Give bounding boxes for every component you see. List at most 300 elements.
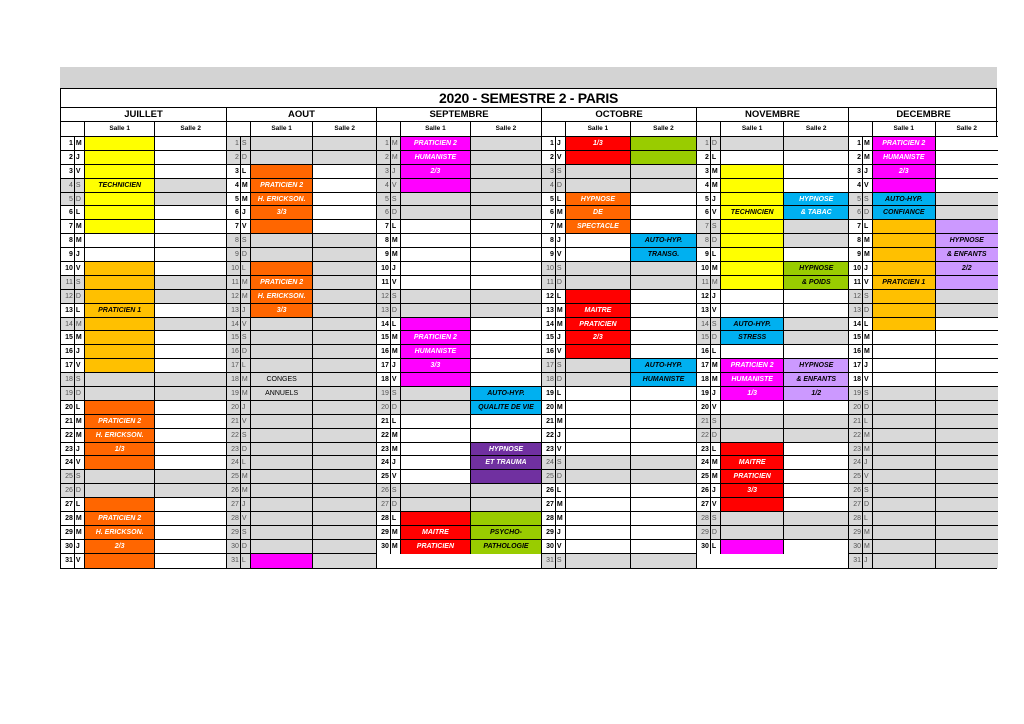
salle1-cell[interactable]: 3/3 bbox=[721, 484, 785, 497]
salle2-cell[interactable] bbox=[784, 179, 848, 192]
salle1-cell[interactable] bbox=[251, 318, 314, 331]
salle2-cell[interactable] bbox=[471, 359, 541, 372]
salle2-cell[interactable] bbox=[936, 526, 999, 539]
salle1-cell[interactable] bbox=[85, 234, 156, 247]
salle2-cell[interactable] bbox=[313, 484, 376, 497]
salle1-cell[interactable] bbox=[566, 290, 631, 303]
salle2-cell[interactable] bbox=[155, 359, 226, 372]
salle1-cell[interactable] bbox=[873, 359, 936, 372]
salle2-cell[interactable] bbox=[155, 512, 226, 525]
salle2-cell[interactable] bbox=[313, 470, 376, 483]
salle1-cell[interactable] bbox=[85, 206, 156, 219]
salle1-cell[interactable] bbox=[721, 262, 785, 275]
salle1-cell[interactable] bbox=[251, 345, 314, 358]
salle2-cell[interactable]: & TABAC bbox=[784, 206, 848, 219]
salle1-cell[interactable] bbox=[873, 484, 936, 497]
salle1-cell[interactable] bbox=[566, 429, 631, 442]
salle2-cell[interactable] bbox=[155, 498, 226, 511]
salle2-cell[interactable] bbox=[471, 220, 541, 233]
salle2-cell[interactable] bbox=[936, 151, 999, 164]
salle1-cell[interactable] bbox=[721, 526, 785, 539]
salle1-cell[interactable] bbox=[401, 179, 471, 192]
salle2-cell[interactable]: AUTO-HYP. bbox=[631, 234, 696, 247]
salle2-cell[interactable] bbox=[631, 193, 696, 206]
salle2-cell[interactable] bbox=[155, 151, 226, 164]
salle1-cell[interactable] bbox=[401, 387, 471, 400]
salle2-cell[interactable] bbox=[631, 443, 696, 456]
salle1-cell[interactable]: PRATICIEN 2 bbox=[401, 137, 471, 150]
salle2-cell[interactable] bbox=[313, 415, 376, 428]
salle2-cell[interactable]: HUMANISTE bbox=[631, 373, 696, 386]
salle2-cell[interactable] bbox=[155, 193, 226, 206]
salle2-cell[interactable] bbox=[784, 137, 848, 150]
salle2-cell[interactable] bbox=[471, 193, 541, 206]
salle2-cell[interactable] bbox=[631, 387, 696, 400]
salle1-cell[interactable] bbox=[566, 443, 631, 456]
salle2-cell[interactable] bbox=[631, 526, 696, 539]
salle1-cell[interactable] bbox=[873, 248, 936, 261]
salle1-cell[interactable]: TECHNICIEN bbox=[85, 179, 156, 192]
salle2-cell[interactable] bbox=[936, 456, 999, 469]
salle2-cell[interactable] bbox=[936, 401, 999, 414]
salle1-cell[interactable] bbox=[251, 540, 314, 553]
salle2-cell[interactable] bbox=[155, 443, 226, 456]
salle1-cell[interactable] bbox=[401, 276, 471, 289]
salle2-cell[interactable]: & ENFANTS bbox=[936, 248, 999, 261]
salle2-cell[interactable] bbox=[784, 456, 848, 469]
salle2-cell[interactable] bbox=[784, 290, 848, 303]
salle2-cell[interactable] bbox=[936, 540, 999, 553]
salle1-cell[interactable] bbox=[85, 193, 156, 206]
salle2-cell[interactable] bbox=[631, 401, 696, 414]
salle1-cell[interactable] bbox=[401, 304, 471, 317]
salle1-cell[interactable] bbox=[566, 276, 631, 289]
salle1-cell[interactable]: PRATICIEN 2 bbox=[85, 415, 156, 428]
salle2-cell[interactable] bbox=[631, 415, 696, 428]
salle2-cell[interactable] bbox=[936, 276, 999, 289]
salle1-cell[interactable] bbox=[873, 179, 936, 192]
salle2-cell[interactable] bbox=[784, 470, 848, 483]
salle1-cell[interactable] bbox=[401, 429, 471, 442]
salle1-cell[interactable]: MAITRE bbox=[721, 456, 785, 469]
salle1-cell[interactable]: 2/3 bbox=[566, 331, 631, 344]
salle2-cell[interactable] bbox=[313, 345, 376, 358]
salle2-cell[interactable]: AUTO-HYP. bbox=[631, 359, 696, 372]
salle2-cell[interactable] bbox=[631, 304, 696, 317]
salle1-cell[interactable] bbox=[85, 498, 156, 511]
salle2-cell[interactable] bbox=[631, 345, 696, 358]
salle2-cell[interactable]: HYPNOSE bbox=[784, 262, 848, 275]
salle2-cell[interactable] bbox=[471, 304, 541, 317]
salle2-cell[interactable] bbox=[936, 498, 999, 511]
salle1-cell[interactable]: TECHNICIEN bbox=[721, 206, 785, 219]
salle1-cell[interactable]: PRATICIEN bbox=[566, 318, 631, 331]
salle2-cell[interactable] bbox=[155, 470, 226, 483]
salle2-cell[interactable] bbox=[631, 331, 696, 344]
salle1-cell[interactable] bbox=[251, 429, 314, 442]
salle2-cell[interactable] bbox=[313, 512, 376, 525]
salle2-cell[interactable] bbox=[471, 484, 541, 497]
salle1-cell[interactable] bbox=[401, 401, 471, 414]
salle2-cell[interactable] bbox=[631, 206, 696, 219]
salle1-cell[interactable] bbox=[566, 512, 631, 525]
salle2-cell[interactable] bbox=[631, 179, 696, 192]
salle1-cell[interactable]: PRATICIEN 2 bbox=[251, 179, 314, 192]
salle1-cell[interactable]: HUMANISTE bbox=[873, 151, 936, 164]
salle1-cell[interactable] bbox=[566, 359, 631, 372]
salle1-cell[interactable] bbox=[85, 387, 156, 400]
salle2-cell[interactable] bbox=[155, 554, 226, 568]
salle1-cell[interactable]: 3/3 bbox=[251, 304, 314, 317]
salle2-cell[interactable]: 2/2 bbox=[936, 262, 999, 275]
salle2-cell[interactable]: & ENFANTS bbox=[784, 373, 848, 386]
salle1-cell[interactable] bbox=[401, 484, 471, 497]
salle2-cell[interactable] bbox=[155, 248, 226, 261]
salle2-cell[interactable] bbox=[313, 401, 376, 414]
salle2-cell[interactable] bbox=[313, 193, 376, 206]
salle1-cell[interactable]: PRATICIEN bbox=[401, 540, 471, 554]
salle2-cell[interactable] bbox=[784, 220, 848, 233]
salle2-cell[interactable] bbox=[313, 276, 376, 289]
salle1-cell[interactable] bbox=[401, 512, 471, 525]
salle2-cell[interactable] bbox=[631, 318, 696, 331]
salle2-cell[interactable] bbox=[631, 498, 696, 511]
salle2-cell[interactable] bbox=[631, 540, 696, 553]
salle1-cell[interactable] bbox=[566, 526, 631, 539]
salle1-cell[interactable] bbox=[566, 262, 631, 275]
salle1-cell[interactable] bbox=[721, 401, 785, 414]
salle2-cell[interactable] bbox=[471, 290, 541, 303]
salle1-cell[interactable] bbox=[873, 220, 936, 233]
salle1-cell[interactable] bbox=[85, 220, 156, 233]
salle1-cell[interactable] bbox=[721, 512, 785, 525]
salle1-cell[interactable] bbox=[85, 484, 156, 497]
salle1-cell[interactable] bbox=[251, 137, 314, 150]
salle2-cell[interactable] bbox=[471, 234, 541, 247]
salle1-cell[interactable] bbox=[721, 304, 785, 317]
salle1-cell[interactable] bbox=[401, 470, 471, 483]
salle2-cell[interactable] bbox=[155, 345, 226, 358]
salle2-cell[interactable] bbox=[471, 498, 541, 511]
salle2-cell[interactable] bbox=[155, 331, 226, 344]
salle2-cell[interactable] bbox=[784, 234, 848, 247]
salle1-cell[interactable]: HUMANISTE bbox=[401, 345, 471, 358]
salle2-cell[interactable] bbox=[471, 151, 541, 164]
salle2-cell[interactable] bbox=[784, 318, 848, 331]
salle2-cell[interactable] bbox=[936, 179, 999, 192]
salle2-cell[interactable] bbox=[155, 526, 226, 539]
salle1-cell[interactable] bbox=[721, 248, 785, 261]
salle1-cell[interactable]: 1/3 bbox=[85, 443, 156, 456]
salle1-cell[interactable] bbox=[251, 165, 314, 178]
salle1-cell[interactable] bbox=[85, 470, 156, 483]
salle1-cell[interactable] bbox=[85, 345, 156, 358]
salle2-cell[interactable] bbox=[936, 429, 999, 442]
salle2-cell[interactable]: & POIDS bbox=[784, 276, 848, 289]
salle2-cell[interactable]: PSYCHO- bbox=[471, 526, 541, 539]
salle1-cell[interactable] bbox=[401, 220, 471, 233]
salle2-cell[interactable] bbox=[631, 165, 696, 178]
salle1-cell[interactable]: PRATICIEN 1 bbox=[85, 304, 156, 317]
salle2-cell[interactable] bbox=[313, 151, 376, 164]
salle1-cell[interactable] bbox=[721, 179, 785, 192]
salle2-cell[interactable]: HYPNOSE bbox=[471, 443, 541, 456]
salle1-cell[interactable]: AUTO-HYP. bbox=[873, 193, 936, 206]
salle2-cell[interactable] bbox=[936, 165, 999, 178]
salle1-cell[interactable] bbox=[566, 540, 631, 553]
salle1-cell[interactable] bbox=[721, 345, 785, 358]
salle2-cell[interactable]: HYPNOSE bbox=[784, 193, 848, 206]
salle1-cell[interactable] bbox=[85, 262, 156, 275]
salle2-cell[interactable] bbox=[471, 470, 541, 483]
salle1-cell[interactable]: 3/3 bbox=[401, 359, 471, 372]
salle2-cell[interactable] bbox=[936, 415, 999, 428]
salle2-cell[interactable] bbox=[313, 373, 376, 386]
salle1-cell[interactable] bbox=[251, 234, 314, 247]
salle2-cell[interactable] bbox=[936, 193, 999, 206]
salle2-cell[interactable] bbox=[936, 470, 999, 483]
salle2-cell[interactable] bbox=[936, 554, 999, 568]
salle1-cell[interactable] bbox=[85, 137, 156, 150]
salle2-cell[interactable] bbox=[155, 484, 226, 497]
salle1-cell[interactable] bbox=[251, 470, 314, 483]
salle2-cell[interactable] bbox=[313, 498, 376, 511]
salle1-cell[interactable]: 1/3 bbox=[721, 387, 785, 400]
salle2-cell[interactable] bbox=[784, 484, 848, 497]
salle2-cell[interactable] bbox=[936, 220, 999, 233]
salle2-cell[interactable] bbox=[631, 290, 696, 303]
salle2-cell[interactable] bbox=[155, 262, 226, 275]
salle2-cell[interactable] bbox=[784, 443, 848, 456]
salle1-cell[interactable] bbox=[873, 234, 936, 247]
salle1-cell[interactable]: MAITRE bbox=[401, 526, 471, 539]
salle2-cell[interactable] bbox=[936, 359, 999, 372]
salle2-cell[interactable] bbox=[631, 470, 696, 483]
salle1-cell[interactable] bbox=[85, 165, 156, 178]
salle2-cell[interactable] bbox=[784, 498, 848, 511]
salle2-cell[interactable] bbox=[784, 345, 848, 358]
salle1-cell[interactable] bbox=[566, 554, 631, 568]
salle2-cell[interactable] bbox=[313, 331, 376, 344]
salle2-cell[interactable] bbox=[155, 540, 226, 553]
salle2-cell[interactable]: AUTO-HYP. bbox=[471, 387, 541, 400]
salle2-cell[interactable]: HYPNOSE bbox=[936, 234, 999, 247]
salle2-cell[interactable] bbox=[784, 248, 848, 261]
salle2-cell[interactable] bbox=[784, 165, 848, 178]
salle1-cell[interactable]: ANNUELS bbox=[251, 387, 314, 400]
salle1-cell[interactable] bbox=[251, 443, 314, 456]
salle1-cell[interactable]: AUTO-HYP. bbox=[721, 318, 785, 331]
salle2-cell[interactable] bbox=[784, 526, 848, 539]
salle2-cell[interactable] bbox=[155, 137, 226, 150]
salle1-cell[interactable] bbox=[251, 512, 314, 525]
salle1-cell[interactable] bbox=[721, 151, 785, 164]
salle1-cell[interactable] bbox=[401, 456, 471, 469]
salle2-cell[interactable] bbox=[936, 512, 999, 525]
salle2-cell[interactable] bbox=[155, 318, 226, 331]
salle2-cell[interactable] bbox=[313, 234, 376, 247]
salle1-cell[interactable] bbox=[721, 429, 785, 442]
salle1-cell[interactable] bbox=[873, 290, 936, 303]
salle1-cell[interactable] bbox=[566, 234, 631, 247]
salle1-cell[interactable] bbox=[85, 276, 156, 289]
salle1-cell[interactable] bbox=[85, 373, 156, 386]
salle1-cell[interactable] bbox=[251, 248, 314, 261]
salle2-cell[interactable] bbox=[471, 373, 541, 386]
salle2-cell[interactable] bbox=[471, 179, 541, 192]
salle2-cell[interactable] bbox=[784, 512, 848, 525]
salle1-cell[interactable] bbox=[251, 554, 314, 568]
salle1-cell[interactable]: H. ERICKSON. bbox=[85, 526, 156, 539]
salle2-cell[interactable] bbox=[313, 220, 376, 233]
salle1-cell[interactable]: H. ERICKSON. bbox=[251, 290, 314, 303]
salle1-cell[interactable] bbox=[251, 359, 314, 372]
salle1-cell[interactable] bbox=[251, 401, 314, 414]
salle2-cell[interactable] bbox=[471, 512, 541, 525]
salle1-cell[interactable]: PRATICIEN 2 bbox=[401, 331, 471, 344]
salle2-cell[interactable]: ET TRAUMA bbox=[471, 456, 541, 469]
salle2-cell[interactable] bbox=[784, 415, 848, 428]
salle1-cell[interactable] bbox=[873, 387, 936, 400]
salle1-cell[interactable] bbox=[401, 415, 471, 428]
salle1-cell[interactable] bbox=[721, 193, 785, 206]
salle1-cell[interactable]: PRATICIEN 2 bbox=[251, 276, 314, 289]
salle1-cell[interactable] bbox=[85, 331, 156, 344]
salle1-cell[interactable] bbox=[873, 415, 936, 428]
salle1-cell[interactable]: PRATICIEN 1 bbox=[873, 276, 936, 289]
salle2-cell[interactable] bbox=[936, 290, 999, 303]
salle2-cell[interactable] bbox=[313, 554, 376, 568]
salle2-cell[interactable] bbox=[313, 248, 376, 261]
salle1-cell[interactable] bbox=[85, 554, 156, 568]
salle1-cell[interactable] bbox=[251, 456, 314, 469]
salle1-cell[interactable]: HYPNOSE bbox=[566, 193, 631, 206]
salle2-cell[interactable] bbox=[313, 165, 376, 178]
salle2-cell[interactable] bbox=[155, 456, 226, 469]
salle1-cell[interactable] bbox=[251, 262, 314, 275]
salle1-cell[interactable] bbox=[401, 206, 471, 219]
salle1-cell[interactable] bbox=[721, 137, 785, 150]
salle1-cell[interactable] bbox=[566, 470, 631, 483]
salle1-cell[interactable] bbox=[873, 401, 936, 414]
salle2-cell[interactable]: QUALITE DE VIE bbox=[471, 401, 541, 414]
salle1-cell[interactable]: MAITRE bbox=[566, 304, 631, 317]
salle2-cell[interactable] bbox=[936, 304, 999, 317]
salle1-cell[interactable] bbox=[721, 290, 785, 303]
salle1-cell[interactable] bbox=[401, 318, 471, 331]
salle1-cell[interactable] bbox=[873, 512, 936, 525]
salle1-cell[interactable] bbox=[251, 526, 314, 539]
salle2-cell[interactable] bbox=[155, 429, 226, 442]
salle1-cell[interactable]: SPECTACLE bbox=[566, 220, 631, 233]
salle1-cell[interactable] bbox=[566, 179, 631, 192]
salle2-cell[interactable] bbox=[936, 443, 999, 456]
salle1-cell[interactable] bbox=[85, 151, 156, 164]
salle1-cell[interactable] bbox=[566, 248, 631, 261]
salle1-cell[interactable]: CONGES bbox=[251, 373, 314, 386]
salle2-cell[interactable] bbox=[313, 540, 376, 553]
salle1-cell[interactable] bbox=[873, 456, 936, 469]
salle2-cell[interactable] bbox=[631, 512, 696, 525]
salle1-cell[interactable] bbox=[401, 248, 471, 261]
salle1-cell[interactable] bbox=[873, 429, 936, 442]
salle2-cell[interactable] bbox=[155, 276, 226, 289]
salle1-cell[interactable] bbox=[85, 456, 156, 469]
salle1-cell[interactable] bbox=[85, 248, 156, 261]
salle1-cell[interactable]: H. ERICKSON. bbox=[251, 193, 314, 206]
salle1-cell[interactable] bbox=[251, 331, 314, 344]
salle1-cell[interactable] bbox=[721, 276, 785, 289]
salle2-cell[interactable]: PATHOLOGIE bbox=[471, 540, 541, 554]
salle1-cell[interactable] bbox=[873, 373, 936, 386]
salle2-cell[interactable] bbox=[936, 373, 999, 386]
salle1-cell[interactable]: PRATICIEN 2 bbox=[85, 512, 156, 525]
salle2-cell[interactable] bbox=[155, 234, 226, 247]
salle2-cell[interactable] bbox=[631, 151, 696, 164]
salle1-cell[interactable] bbox=[566, 401, 631, 414]
salle1-cell[interactable]: STRESS bbox=[721, 331, 785, 344]
salle1-cell[interactable] bbox=[873, 345, 936, 358]
salle1-cell[interactable] bbox=[873, 443, 936, 456]
salle2-cell[interactable] bbox=[471, 429, 541, 442]
salle2-cell[interactable] bbox=[313, 137, 376, 150]
salle1-cell[interactable] bbox=[721, 443, 785, 456]
salle1-cell[interactable] bbox=[401, 262, 471, 275]
salle1-cell[interactable] bbox=[85, 401, 156, 414]
salle2-cell[interactable] bbox=[471, 276, 541, 289]
salle2-cell[interactable] bbox=[784, 331, 848, 344]
salle1-cell[interactable] bbox=[721, 540, 785, 554]
salle1-cell[interactable] bbox=[721, 498, 785, 511]
salle2-cell[interactable] bbox=[313, 304, 376, 317]
salle1-cell[interactable] bbox=[566, 498, 631, 511]
salle1-cell[interactable]: HUMANISTE bbox=[721, 373, 785, 386]
salle1-cell[interactable] bbox=[251, 415, 314, 428]
salle1-cell[interactable] bbox=[566, 415, 631, 428]
salle1-cell[interactable]: 3/3 bbox=[251, 206, 314, 219]
salle1-cell[interactable] bbox=[251, 484, 314, 497]
salle2-cell[interactable] bbox=[471, 262, 541, 275]
salle1-cell[interactable] bbox=[873, 318, 936, 331]
salle2-cell[interactable] bbox=[471, 415, 541, 428]
salle2-cell[interactable] bbox=[471, 345, 541, 358]
salle1-cell[interactable] bbox=[873, 262, 936, 275]
salle1-cell[interactable] bbox=[401, 498, 471, 511]
salle2-cell[interactable]: 1/2 bbox=[784, 387, 848, 400]
salle2-cell[interactable] bbox=[936, 484, 999, 497]
salle2-cell[interactable] bbox=[631, 137, 696, 150]
salle2-cell[interactable] bbox=[936, 137, 999, 150]
salle1-cell[interactable]: 2/3 bbox=[873, 165, 936, 178]
salle2-cell[interactable] bbox=[313, 318, 376, 331]
salle1-cell[interactable] bbox=[401, 234, 471, 247]
salle2-cell[interactable] bbox=[313, 387, 376, 400]
salle1-cell[interactable] bbox=[85, 290, 156, 303]
salle2-cell[interactable] bbox=[784, 151, 848, 164]
salle1-cell[interactable] bbox=[85, 318, 156, 331]
salle1-cell[interactable] bbox=[873, 331, 936, 344]
salle2-cell[interactable] bbox=[631, 429, 696, 442]
salle2-cell[interactable] bbox=[936, 345, 999, 358]
salle2-cell[interactable] bbox=[155, 415, 226, 428]
salle2-cell[interactable] bbox=[155, 401, 226, 414]
salle1-cell[interactable] bbox=[873, 554, 936, 568]
salle2-cell[interactable] bbox=[784, 429, 848, 442]
salle1-cell[interactable] bbox=[873, 498, 936, 511]
salle2-cell[interactable] bbox=[155, 290, 226, 303]
salle2-cell[interactable] bbox=[313, 290, 376, 303]
salle1-cell[interactable] bbox=[401, 443, 471, 456]
